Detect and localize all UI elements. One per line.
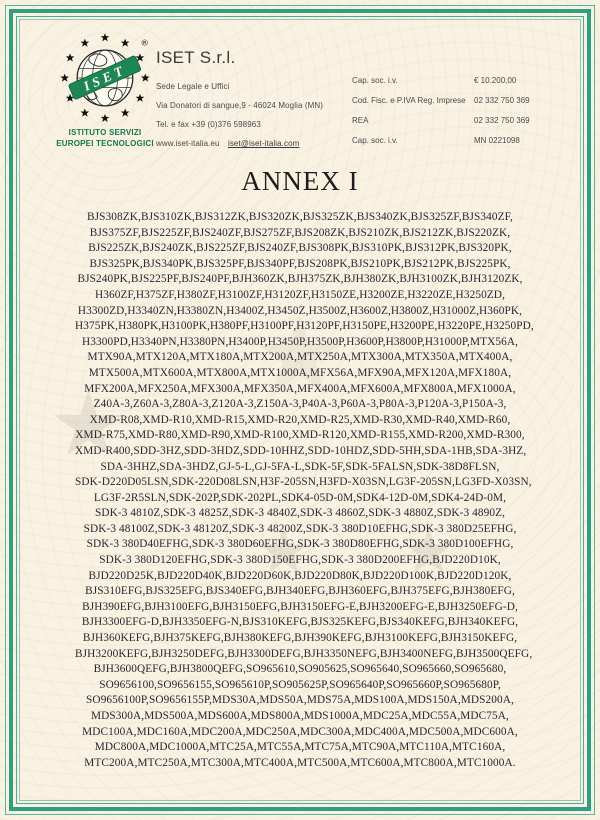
model-line: H3300PD,H3340PN,H3380PN,H3400P,H3450P,H3500P,H3600P,H3800P,H31000P,MTX56A, <box>81 335 519 348</box>
address-line-phone: Tel. e fax +39 (0)376 598963 <box>156 120 261 129</box>
watermark-star-icon: ★ <box>255 515 313 589</box>
model-line: MTC200A,MTC250A,MTC300A,MTC400A,MTC500A,MTC600A,MTC800A,MTC1000A. <box>84 756 516 769</box>
model-line: BJD220D25K,BJD220D40K,BJD220D60K,BJD220D80K,BJD220D100K,BJD220D120K, <box>88 569 512 582</box>
company-block <box>156 48 336 158</box>
model-line: SO9656100,SO9656155,SO965610P,SO905625P,SO965640P,SO965660P,SO965680P, <box>99 678 501 691</box>
model-line: BJH3200KEFG,BJH3250DEFG,BJH3300DEFG,BJH3350NEFG,BJH3400NEFG,BJH3500QEFG, <box>75 647 533 660</box>
address-line-street: Via Donatori di sangue,9 - 46024 Moglia (MN) <box>156 101 324 110</box>
model-line: BJS240PK,BJS225PF,BJS240PF,BJH360ZK,BJH375ZK,BJH380ZK,BJH3100ZK,BJH3120ZK, <box>77 273 523 286</box>
model-line: XMD-R75,XMD-R80,XMD-R90,XMD-R100,XMD-R120,XMD-R155,XMD-R200,XMD-R300, <box>75 429 525 442</box>
registry-row <box>352 96 564 105</box>
model-line: BJS310EFG,BJS325EFG,BJS340EFG,BJH340EFG,BJH360EFG,BJH375EFG,BJH380EFG, <box>85 585 515 598</box>
org-name <box>46 128 164 150</box>
model-line: BJS225ZK,BJS240ZK,BJS225ZF,BJS240ZF,BJS308PK,BJS310PK,BJS312PK,BJS320PK, <box>88 242 512 255</box>
model-line: MDC800A,MDC1000A,MTC25A,MTC55A,MTC75A,MTC90A,MTC110A,MTC160A, <box>94 741 506 754</box>
registry-value: 02 332 750 369 <box>474 116 530 125</box>
website-text: www.iset-italia.eu <box>156 139 220 148</box>
model-line: MFX200A,MFX250A,MFX300A,MFX350A,MFX400A,MFX600A,MFX800A,MFX1000A, <box>84 382 516 395</box>
model-line: SDA-3HHZ,SDA-3HDZ,GJ-5-L,GJ-5FA-L,SDK-5F,SDK-5FALSN,SDK-38D8FLSN, <box>100 460 500 473</box>
company-title: ISET S.r.l. <box>156 48 236 67</box>
model-line: BJS308ZK,BJS310ZK,BJS312ZK,BJS320ZK,BJS325ZK,BJS340ZK,BJS325ZF,BJS340ZF, <box>87 211 513 223</box>
registry-row <box>352 76 564 85</box>
model-line: H360ZF,H375ZF,H380ZF,H3100ZF,H3120ZF,H3150ZE,H3200ZE,H3220ZE,H3250ZD, <box>95 288 505 301</box>
model-line: BJS325PK,BJS340PK,BJS325PF,BJS340PF,BJS208PK,BJS210PK,BJS212PK,BJS225PK, <box>89 257 511 270</box>
model-line: BJH360KEFG,BJH375KEFG,BJH380KEFG,BJH390KEFG,BJH3100KEFG,BJH3150KEFG, <box>82 632 518 645</box>
model-line: BJH390EFG,BJH3100EFG,BJH3150EFG,BJH3150EFG-E,BJH3200EFG-E,BJH3250EFG-D, <box>82 600 518 613</box>
model-line: MDS300A,MDS500A,MDS600A,MDS800A,MDS1000A,MDC25A,MDC55A,MDC75A, <box>91 710 509 722</box>
watermark-star-icon: ★ <box>250 291 349 419</box>
model-line: SDK-3 380D40EFHG,SDK-3 380D60EFHG,SDK-3 380D80EFHG,SDK-3 380D100EFHG, <box>86 538 514 551</box>
registry-row <box>352 116 564 125</box>
iset-globe-logo-icon <box>57 30 153 126</box>
model-line: MDC100A,MDC160A,MDC200A,MDC250A,MDC300A,MDC400A,MDC500A,MDC600A, <box>82 725 518 738</box>
registry-label: REA <box>352 116 369 125</box>
org-name-line1: ISTITUTO SERVIZI <box>68 128 142 137</box>
model-line: BJS375ZF,BJS225ZF,BJS240ZF,BJS275ZF,BJS208ZK,BJS210ZK,BJS212ZK,BJS220ZK, <box>89 226 511 239</box>
model-line: LG3F-2R5SLN,SDK-202P,SDK-202PL,SDK4-05D-0M,SDK4-12D-0M,SDK4-24D-0M, <box>93 491 507 504</box>
logo-banner-text: ISET <box>81 61 129 94</box>
model-line: SDK-3 4810Z,SDK-3 4825Z,SDK-3 4840Z,SDK-3 4860Z,SDK-3 4880Z,SDK-3 4890Z, <box>94 507 506 520</box>
registered-mark: ® <box>141 37 148 48</box>
model-line: SDK-3 48100Z,SDK-3 48120Z,SDK-3 48200Z,SDK-3 380D10EFHG,SDK-3 380D25EFHG, <box>83 522 517 535</box>
model-line: SO9656100P,SO9656155P,MDS30A,MDS50A,MDS75A,MDS100A,MDS150A,MDS200A, <box>86 694 514 707</box>
model-line: BJH3300EFG-D,BJH3350EFG-N,BJS310KEFG,BJS325KEFG,BJS340KEFG,BJH340KEFG, <box>81 616 519 629</box>
registry-value: 02 332 750 369 <box>474 96 530 105</box>
watermark-star-icon: ★ <box>400 515 458 589</box>
model-line: XMD-R08,XMD-R10,XMD-R15,XMD-R20,XMD-R25,XMD-R30,XMD-R40,XMD-R60, <box>89 413 511 426</box>
address-line-offices: Sede Legale e Uffici <box>156 82 230 91</box>
model-line: SDK-D220D05LSN,SDK-220D08LSN,H3F-205SN,H3FD-X03SN,LG3F-205SN,LG3FD-X03SN, <box>75 476 532 489</box>
model-line: H375PK,H380PK,H3100PK,H380PF,H3100PF,H3120PF,H3150PE,H3200PE,H3220PE,H3250PD, <box>75 320 534 333</box>
watermark-star-icon: ★ <box>48 372 129 477</box>
model-list <box>75 210 534 771</box>
model-line: H3300ZD,H3340ZN,H3380ZN,H3400Z,H3450Z,H3500Z,H3600Z,H3800Z,H31000Z,H360PK, <box>77 304 523 317</box>
model-line: MTX500A,MTX600A,MTX800A,MTX1000A,MFX56A,MFX90A,MFX120A,MFX180A, <box>88 366 512 379</box>
model-line: Z40A-3,Z60A-3,Z80A-3,Z120A-3,Z150A-3,P40A-3,P60A-3,P80A-3,P120A-3,P150A-3, <box>93 398 507 411</box>
company-registry <box>352 76 564 156</box>
model-line: SDK-3 380D120EFHG,SDK-3 380D150EFHG,SDK-3 380D200EFHG,BJD220D10K, <box>99 554 501 567</box>
registry-label: Cap. soc. i.v. <box>352 76 398 85</box>
registry-label: Cap. soc. i.v. <box>352 136 398 145</box>
annex-title: ANNEX I <box>241 166 359 196</box>
org-name-line2: EUROPEI TECNOLOGICI <box>56 138 154 148</box>
registry-row <box>352 136 564 145</box>
registry-label: Cod. Fisc. e P.IVA Reg. Imprese <box>352 96 466 105</box>
registry-value: MN 0221098 <box>474 136 520 145</box>
model-line: XMD-R400,SDD-3HZ,SDD-3HDZ,SDD-10HHZ,SDD-10HDZ,SDD-5HH,SDA-1HB,SDA-3HZ, <box>75 444 527 457</box>
model-line: MTX90A,MTX120A,MTX180A,MTX200A,MTX250A,MTX300A,MTX350A,MTX400A, <box>87 351 513 364</box>
logo-block <box>46 30 164 150</box>
registry-value: € 10.200,00 <box>474 76 517 85</box>
email-link[interactable]: iset@iset-italia.com <box>227 139 300 148</box>
address-line-web <box>156 139 336 148</box>
model-line: BJH3600QEFG,BJH3800QEFG,SO965610,SO905625,SO965640,SO965660,SO965680, <box>93 663 507 676</box>
